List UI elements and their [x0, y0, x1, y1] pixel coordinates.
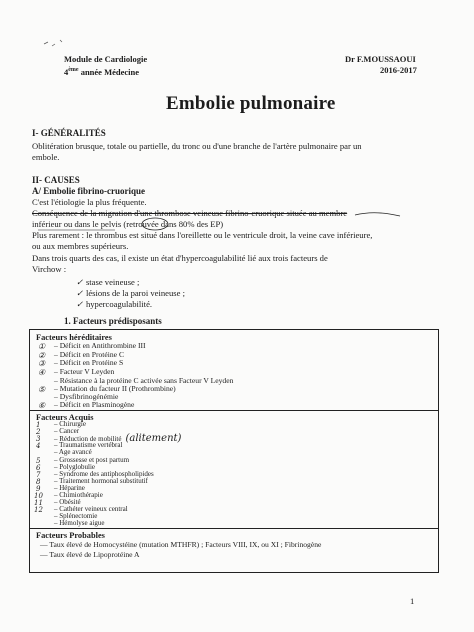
- list-item-hereditary: – Déficit en Plasminogène: [54, 400, 135, 409]
- struck-paragraph-line: Conséquence de la migration d'une thrombose veineuse fibrino-cruorique située au membre: [32, 208, 348, 218]
- list-item-virchow: ✓ stase veineuse ;: [76, 277, 140, 288]
- pen-stray-mark: [44, 40, 62, 46]
- dash-marker-icon: —: [40, 540, 50, 549]
- list-item-acquired: – Hémolyse aigue: [54, 519, 105, 528]
- list-item-hereditary: – Facteur V Leyden: [54, 367, 115, 376]
- list-item-acquired: – Traitement hormonal substitutif: [54, 476, 148, 485]
- hand-number-mark: 1: [36, 421, 41, 429]
- list-item-hereditary: – Mutation du facteur II (Prothrombine): [54, 384, 176, 393]
- dash-marker-icon: –: [54, 400, 60, 409]
- table-divider: [29, 528, 439, 529]
- list-item-probable: — Taux élevé de Homocystéine (mutation MTHFR) ; Facteurs VIII, IX, ou XI ; Fibrinogène: [40, 540, 322, 549]
- check-mark-icon: ✓: [76, 300, 86, 310]
- dash-marker-icon: —: [40, 550, 50, 559]
- pelvis-circle-mark: [142, 218, 168, 230]
- list-item-acquired: – Héparine: [54, 483, 85, 492]
- hand-number-mark: 7: [36, 470, 41, 479]
- check-mark-icon: ✓: [76, 278, 86, 288]
- check-mark-icon: ✓: [76, 289, 86, 299]
- page-title: Embolie pulmonaire: [166, 93, 336, 114]
- dash-marker-icon: –: [54, 367, 60, 376]
- list-item-acquired: – Traumatisme vertébral: [54, 441, 123, 450]
- list-item-hereditary: – Déficit en Protéine C: [54, 350, 125, 359]
- hand-number-mark: 8: [36, 477, 41, 486]
- page-number: 1: [410, 596, 415, 606]
- paragraph-line: Oblitération brusque, totale ou partielle, du tronc ou d'une branche de l'artère pulmonaire par un: [32, 141, 362, 151]
- paragraph-line: Plus rarement : le thrombus est situé dans l'oreillette ou le ventricule droit, la veine cave inférieure,: [32, 230, 373, 240]
- table-heading-probable: Facteurs Probables: [36, 531, 105, 540]
- list-item-acquired: – Obésité: [54, 498, 81, 507]
- module-label: Module de Cardiologie: [64, 54, 148, 64]
- section-heading-causes: II- CAUSES: [32, 175, 80, 185]
- paragraph-line: embole.: [32, 152, 60, 162]
- list-item-virchow: ✓ lésions de la paroi veineuse ;: [76, 288, 185, 299]
- hand-number-mark: 9: [36, 484, 41, 493]
- hand-number-mark: ④: [38, 368, 46, 377]
- list-item-acquired: – Chimiothérapie: [54, 491, 103, 499]
- hand-number-mark: ③: [38, 359, 46, 368]
- list-item-probable: — Taux élevé de Lipoprotéine A: [40, 550, 140, 559]
- hand-number-mark: ①: [38, 342, 46, 351]
- list-item-acquired: – Age avancé: [54, 448, 92, 457]
- hand-number-mark: 11: [34, 499, 43, 508]
- list-item-hereditary: – Déficit en Antithrombine III: [54, 341, 146, 350]
- hand-number-mark: 5: [36, 456, 41, 465]
- dash-marker-icon: –: [54, 341, 60, 350]
- dash-marker-icon: –: [54, 392, 60, 401]
- paragraph-line: C'est l'étiologie la plus fréquente.: [32, 197, 147, 207]
- year-label: 4ème année Médecine: [64, 66, 140, 77]
- handwritten-note: (alitement): [125, 433, 182, 445]
- list-item-acquired: – Polyglobulie: [54, 462, 96, 471]
- hand-number-mark: 12: [34, 506, 43, 515]
- paragraph-line: Virchow :: [32, 264, 67, 274]
- list-item-hereditary: – Résistance à la protéine C activée sans Facteur V Leyden: [54, 376, 234, 385]
- hand-number-mark: 2: [36, 428, 41, 437]
- list-item-acquired: – Chirurgie: [54, 420, 86, 428]
- list-item-acquired: – Cancer: [54, 427, 80, 436]
- list-item-hereditary: – Déficit en Protéine S: [54, 358, 124, 367]
- list-item-virchow: ✓ hypercoagulabilité.: [76, 299, 153, 310]
- list-item-acquired: – Cathéter veineux central: [54, 505, 128, 514]
- hand-number-mark: 6: [36, 463, 41, 472]
- list-item-acquired: – Syndrome des antiphospholipides: [54, 469, 154, 478]
- dash-marker-icon: –: [54, 376, 60, 385]
- section-heading-generalites: I- GÉNÉRALITÉS: [32, 128, 106, 138]
- dash-marker-icon: –: [54, 358, 60, 367]
- hand-number-mark: ⑤: [38, 385, 46, 394]
- list-item-acquired: – Grossesse et post partum: [54, 455, 130, 464]
- hand-number-mark: 4: [36, 442, 41, 451]
- table-divider: [29, 410, 439, 411]
- paragraph-line: inférieur ou dans le pelvis (retrouvée dans 80% des EP): [32, 219, 224, 229]
- list-item-acquired: – Splénectomie: [54, 512, 98, 521]
- hand-number-mark: ②: [38, 351, 46, 360]
- list-item-acquired: – Réduction de mobilité (alitement): [54, 433, 182, 445]
- subheading-fibrino-cruorique: A/ Embolie fibrino-cruorique: [32, 186, 145, 196]
- subsection-heading-predisposing: 1. Facteurs prédisposants: [64, 316, 162, 326]
- academic-year: 2016-2017: [380, 65, 417, 75]
- hand-number-mark: 3: [36, 435, 41, 444]
- dash-marker-icon: –: [54, 384, 60, 393]
- paragraph-line: ou aux membres supérieurs.: [32, 241, 129, 251]
- hand-number-mark: ⑥: [38, 401, 46, 410]
- hand-number-mark: 10: [34, 492, 43, 500]
- paragraph-line: Dans trois quarts des cas, il existe un état d'hypercoagulabilité lié aux trois facteurs de: [32, 253, 328, 263]
- table-heading-acquired: Facteurs Acquis: [36, 413, 94, 422]
- pen-curve-mark: [355, 213, 400, 216]
- list-item-hereditary: – Dysfibrinogénémie: [54, 392, 119, 401]
- author-label: Dr F.MOUSSAOUI: [345, 54, 416, 64]
- dash-marker-icon: –: [54, 350, 60, 359]
- table-heading-hereditary: Facteurs héréditaires: [36, 333, 112, 342]
